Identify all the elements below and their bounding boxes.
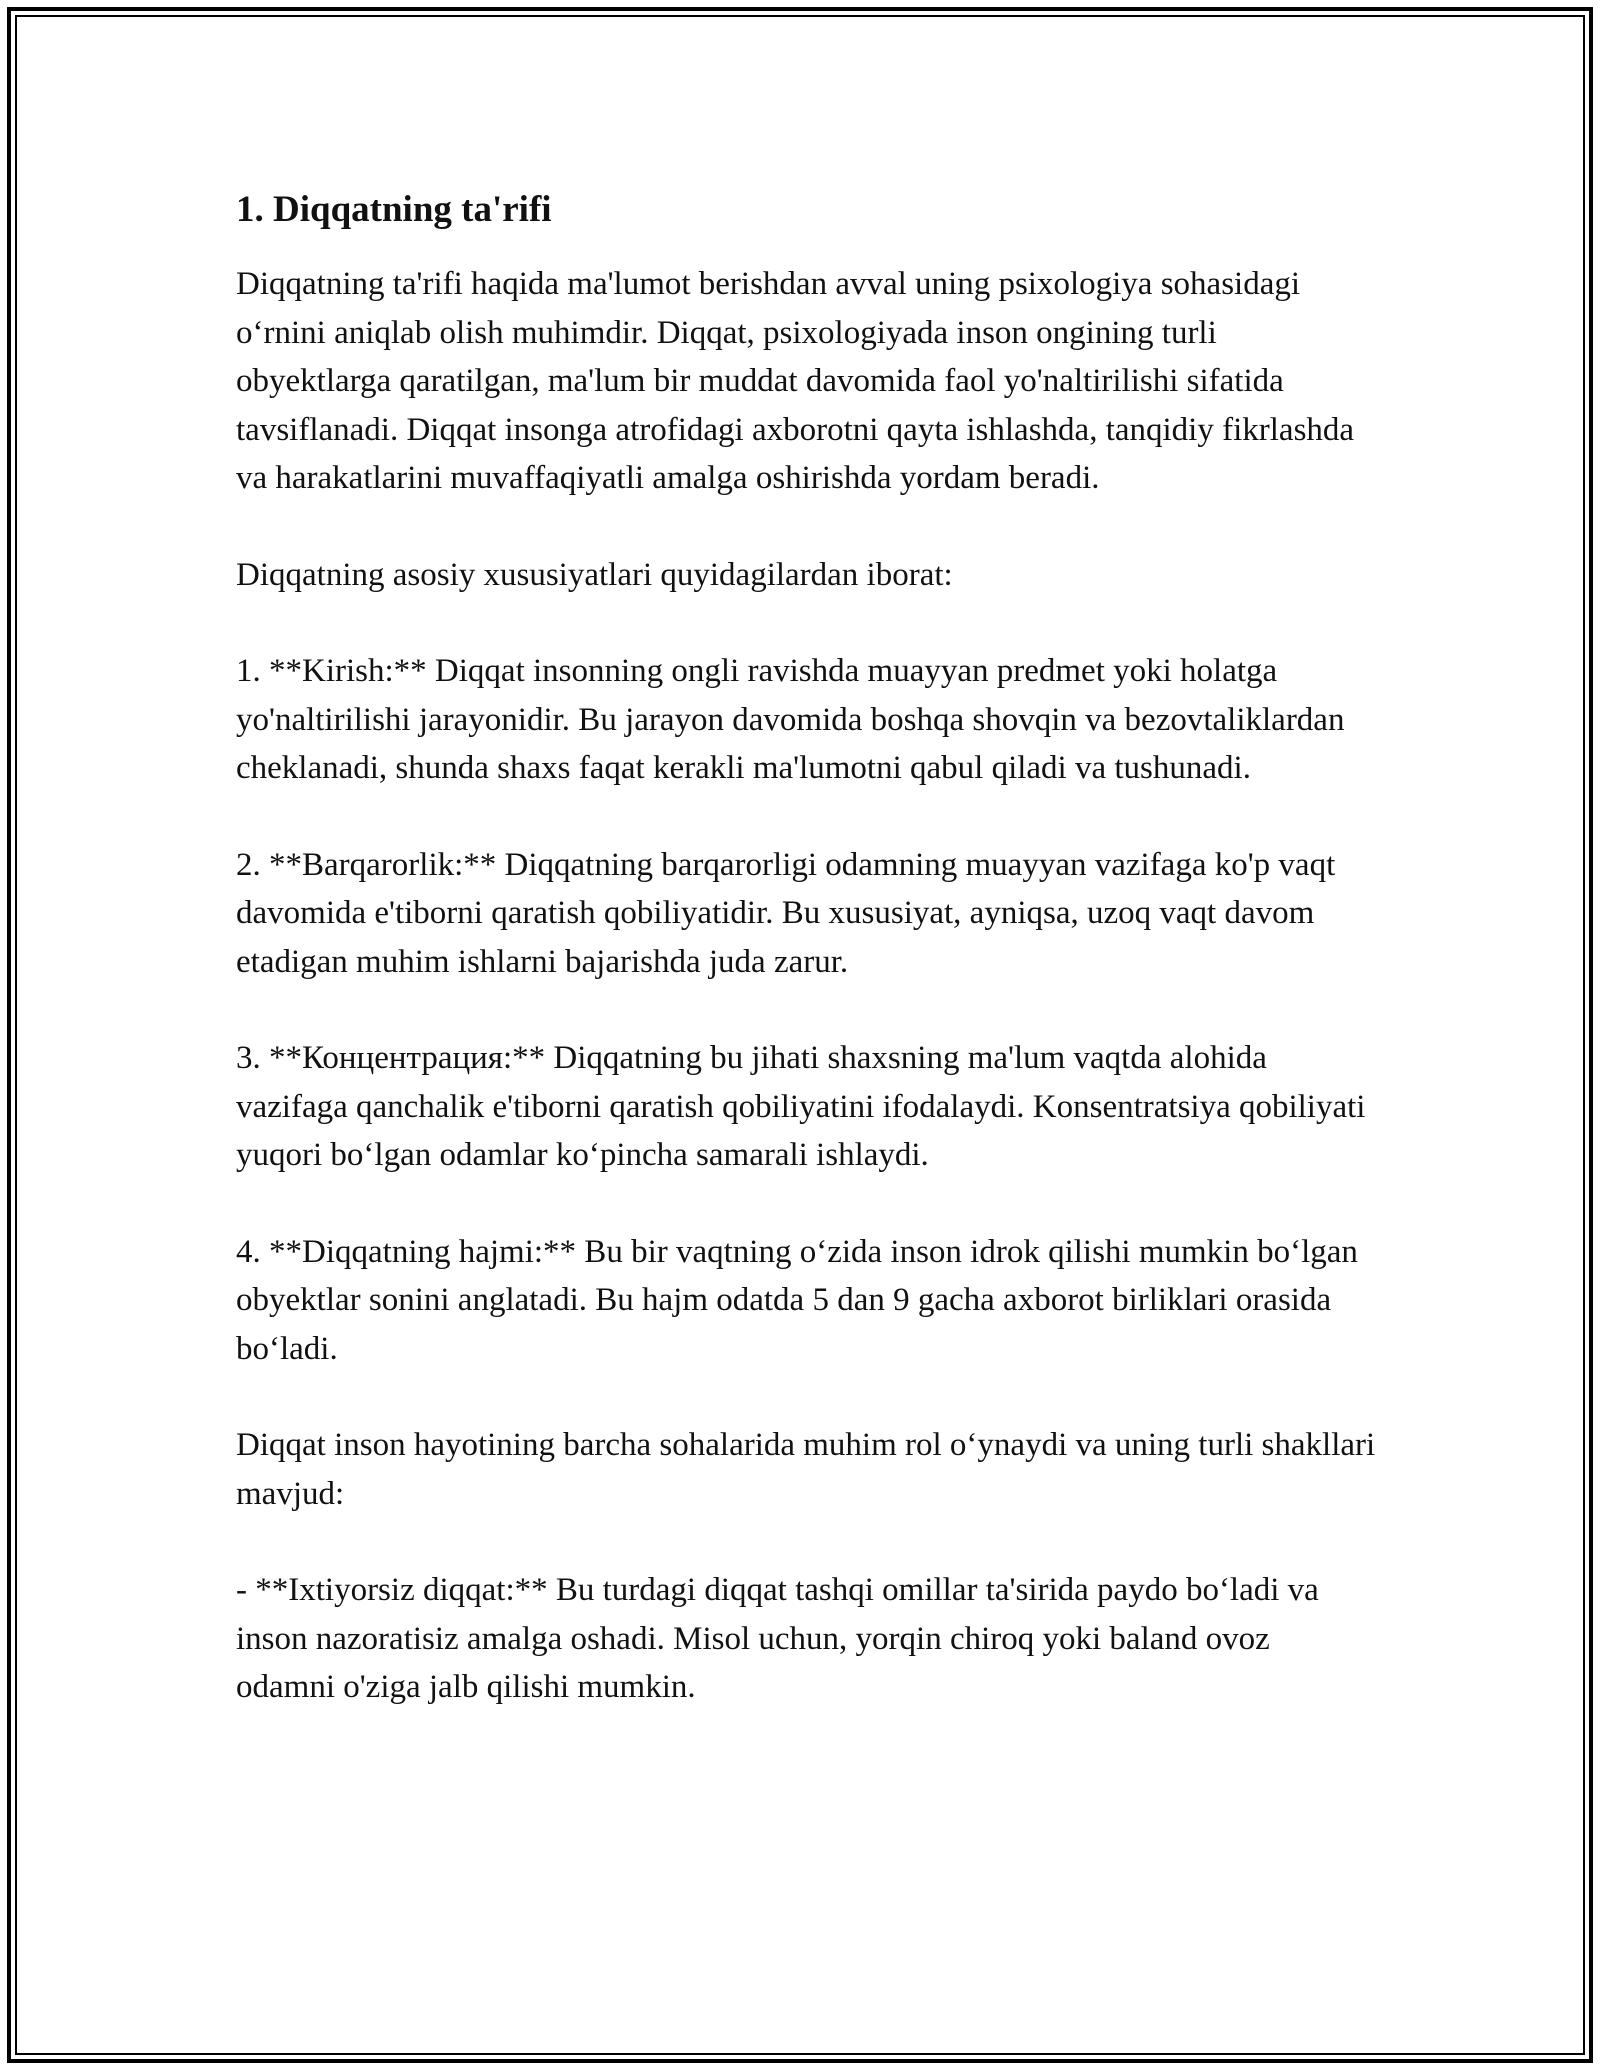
document-body <box>236 186 1376 1712</box>
bullet-ixtiyorsiz: - **Ixtiyorsiz diqqat:** Bu turdagi diqqat tashqi omillar ta'sirida paydo bo‘ladi va inson nazoratisiz amalga oshadi. Misol uchun, yorqin chiroq yoki baland ovoz odamni o'ziga jalb qilishi mumkin. <box>236 1572 1319 1705</box>
properties-intro-paragraph: Diqqatning asosiy xususiyatlari quyidagilardan iborat: <box>236 556 953 593</box>
list-item-hajmi: 4. **Diqqatning hajmi:** Bu bir vaqtning o‘zida inson idrok qilishi mumkin bo‘lgan obyektlar sonini anglatadi. Bu hajm odatda 5 dan 9 gacha axborot birliklari orasida bo‘ladi. <box>236 1233 1358 1367</box>
intro-paragraph: Diqqatning ta'rifi haqida ma'lumot berishdan avval uning psixologiya sohasidagi o‘rnini aniqlab olish muhimdir. Diqqat, psixologiyada inson ongining turli obyektlarga qaratilgan, ma'lum bir muddat davomida faol yo'naltirilishi sifatida tavsiflanadi. Diqqat insonga atrofidagi axborotni qayta ishlashda, tanqidiy fikrlashda va harakatlarini muvaffaqiyatli amalga oshirishda yordam beradi. <box>236 266 1355 496</box>
list-item-konsentratsiya: 3. **Концентрация:** Diqqatning bu jihati shaxsning ma'lum vaqtda alohida vazifaga qanchalik e'tiborni qaratish qobiliyatini ifodalaydi. Konsentratsiya qobiliyati yuqori bo‘lgan odamlar ko‘pincha samarali ishlaydi. <box>236 1040 1366 1173</box>
section-heading: 1. Diqqatning ta'rifi <box>236 189 552 230</box>
types-intro-paragraph: Diqqat inson hayotining barcha sohalarida muhim rol o‘ynaydi va uning turli shakllari mavjud: <box>236 1427 1376 1512</box>
list-item-kirish: 1. **Kirish:** Diqqat insonning ongli ravishda muayyan predmet yoki holatga yo'naltirilishi jarayonidir. Bu jarayon davomida boshqa shovqin va bezovtaliklardan cheklanadi, shunda shaxs faqat kerakli ma'lumotni qabul qiladi va tushunadi. <box>236 653 1345 786</box>
list-item-barqarorlik: 2. **Barqarorlik:** Diqqatning barqarorligi odamning muayyan vazifaga ko'p vaqt davomida e'tiborni qaratish qobiliyatidir. Bu xususiyat, ayniqsa, uzoq vaqt davom etadigan muhim ishlarni bajarishda juda zarur. <box>236 846 1336 980</box>
